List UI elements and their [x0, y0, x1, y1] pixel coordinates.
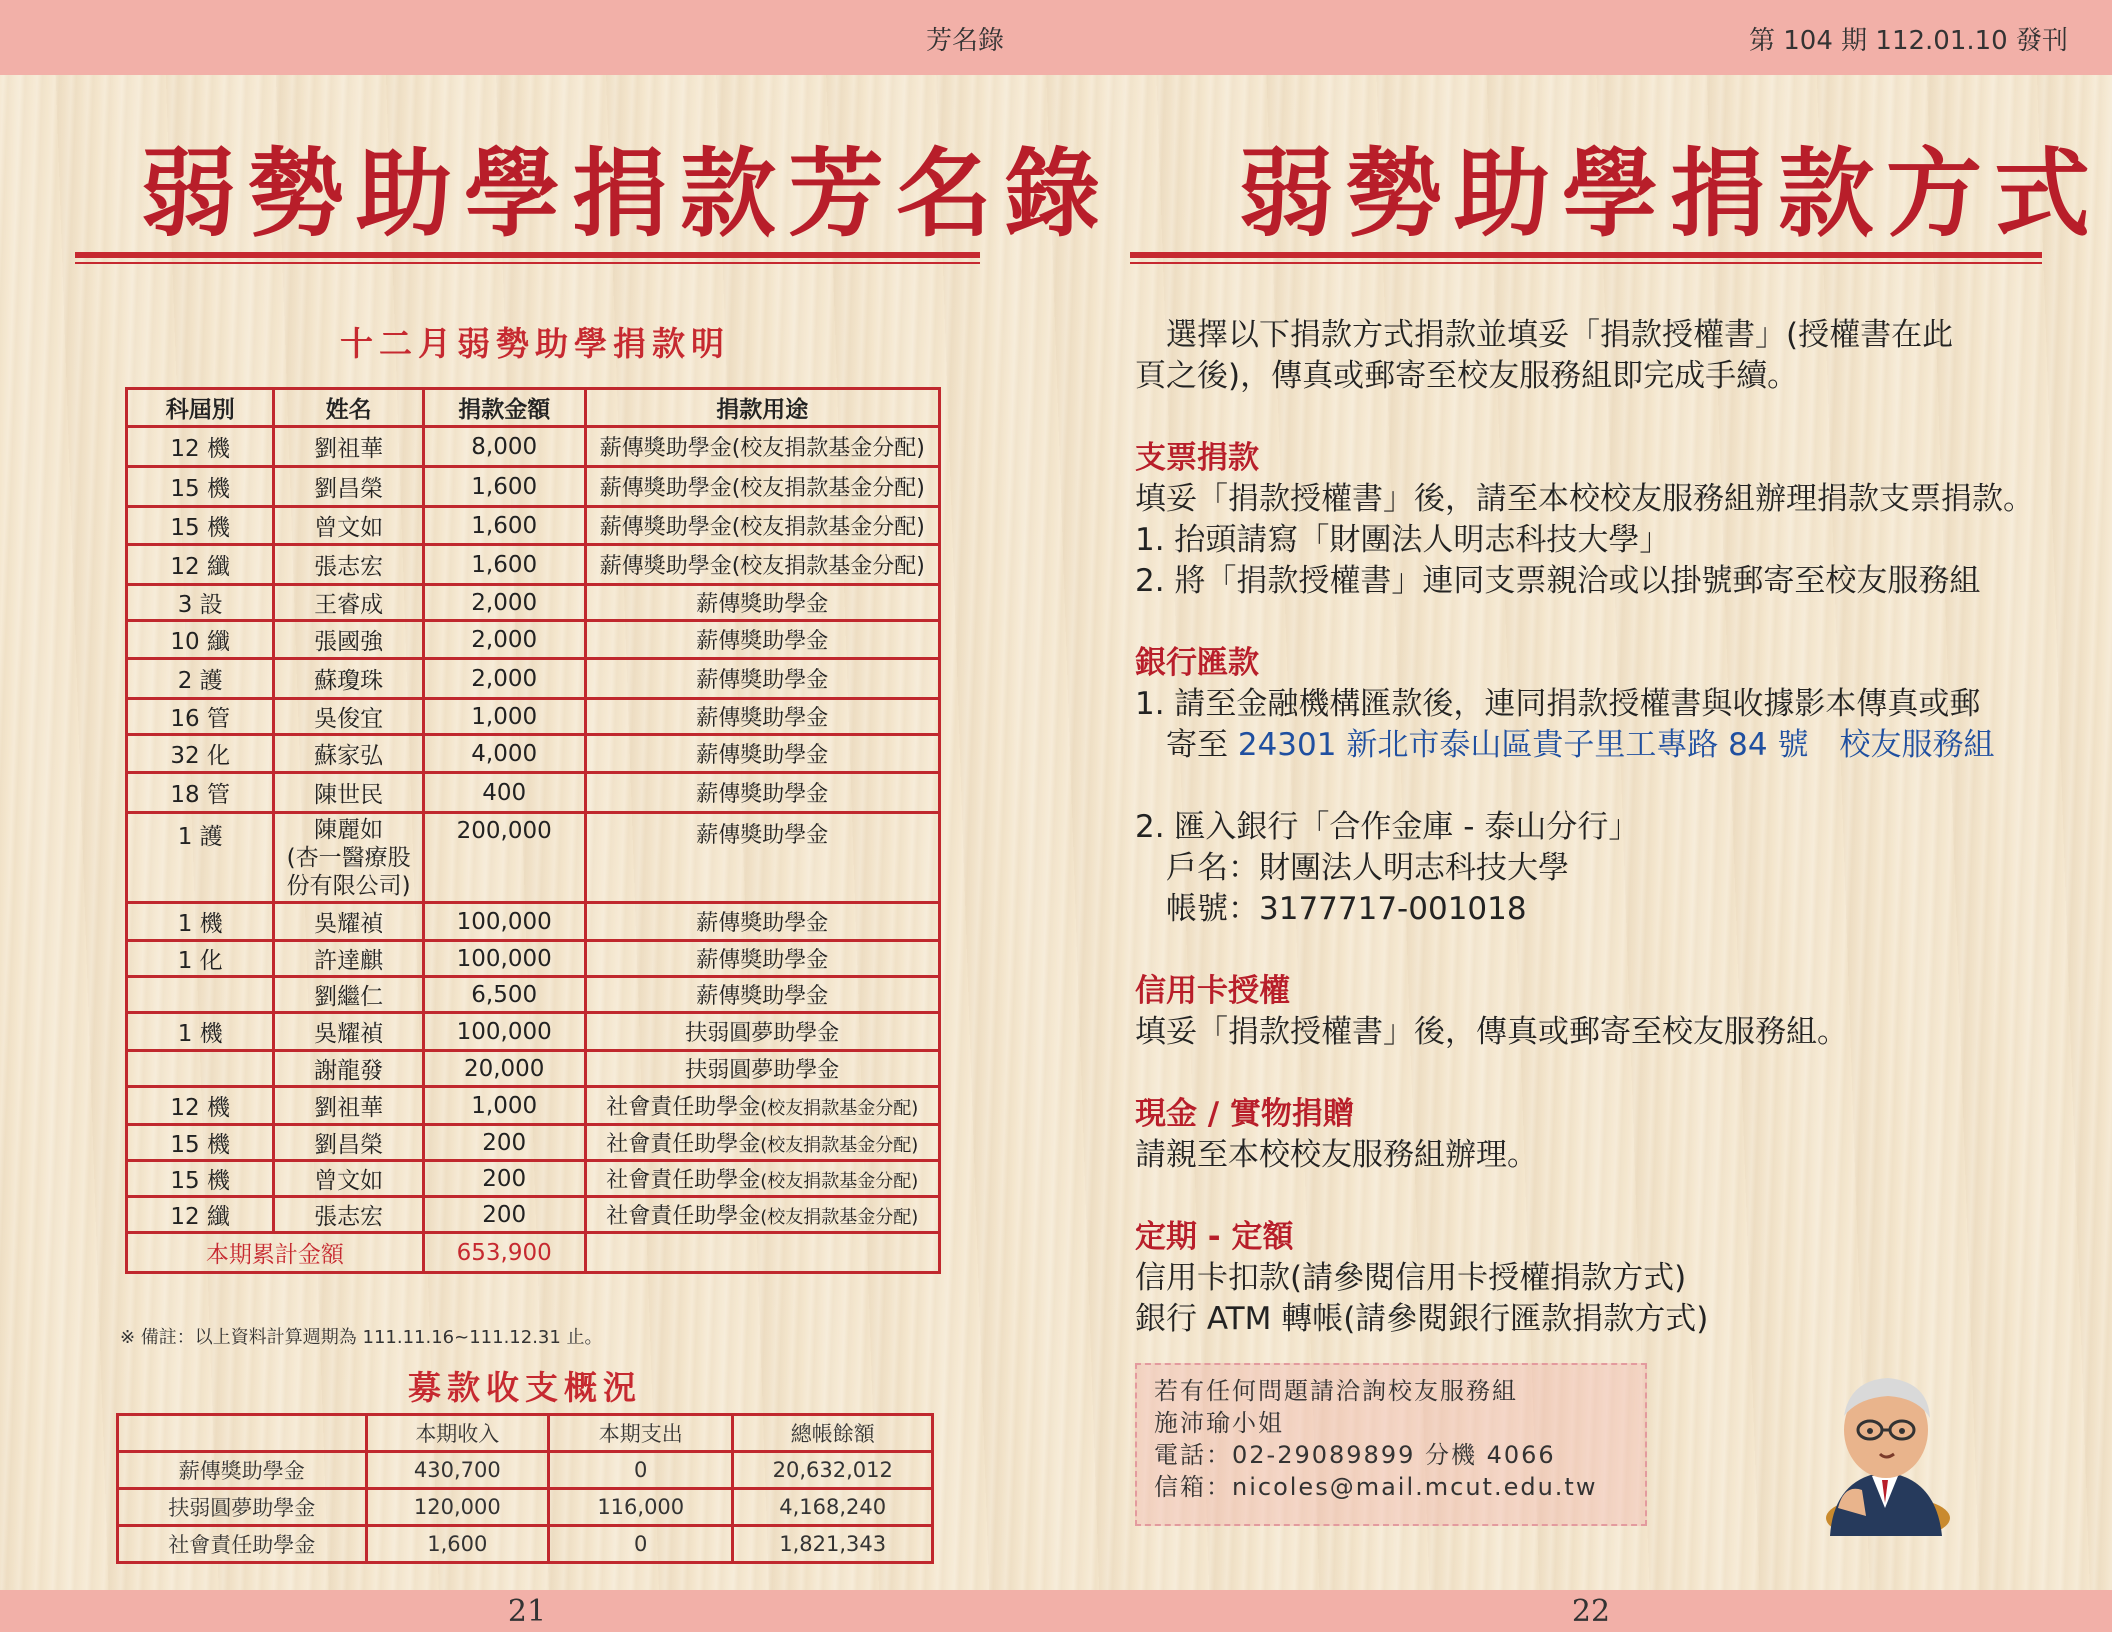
row-amount: 2,000 — [423, 659, 585, 699]
balance: 4,168,240 — [733, 1489, 933, 1526]
row-purpose: 扶弱圓夢助學金 — [585, 1013, 939, 1051]
finance-row — [118, 1526, 933, 1563]
donation-row — [127, 545, 940, 585]
donation-subtitle: 十二月弱勢助學捐款明 — [340, 324, 730, 363]
row-class — [127, 1051, 274, 1087]
row-amount: 2,000 — [423, 621, 585, 659]
fund-name: 扶弱圓夢助學金 — [118, 1489, 367, 1526]
row-name: 劉昌榮 — [274, 1125, 423, 1161]
row-purpose: 扶弱圓夢助學金 — [585, 1051, 939, 1087]
contact-person: 施沛瑜小姐 — [1154, 1409, 1284, 1437]
row-class: 12 纖 — [127, 545, 274, 585]
page-number-right: 22 — [1571, 1594, 1611, 1629]
donation-row — [127, 585, 940, 621]
row-class: 12 機 — [127, 427, 274, 467]
balance: 20,632,012 — [733, 1452, 933, 1489]
row-amount: 1,600 — [423, 545, 585, 585]
right-title-rule-thin — [1130, 262, 2042, 264]
left-title-rule — [75, 252, 980, 258]
contact-box — [1135, 1363, 1647, 1526]
periodic-line-1: 信用卡扣款(請參閱信用卡授權捐款方式) — [1135, 1260, 1687, 1296]
credit-line: 填妥「捐款授權書」後，傳真或郵寄至校友服務組。 — [1135, 1014, 1848, 1050]
row-class: 15 機 — [127, 1125, 274, 1161]
total-empty-cell — [585, 1233, 939, 1273]
row-name: 張志宏 — [274, 545, 423, 585]
contact-phone: 電話：02-29089899 分機 4066 — [1154, 1441, 1556, 1469]
row-name: 許達麒 — [274, 941, 423, 977]
finance-subtitle: 募款收支概況 — [408, 1368, 642, 1407]
founder-portrait-illustration — [1810, 1368, 1960, 1536]
donation-row — [127, 467, 940, 507]
left-page-title: 弱勢助學捐款芳名錄 — [140, 138, 1112, 250]
col-header-amount: 捐款金額 — [423, 389, 585, 427]
row-name: 吳耀禎 — [274, 903, 423, 941]
row-class: 15 機 — [127, 467, 274, 507]
check-line-3: 2. 將「捐款授權書」連同支票親洽或以掛號郵寄至校友服務組 — [1135, 563, 1981, 599]
total-value: 653,900 — [423, 1233, 585, 1273]
check-line-2: 1. 抬頭請寫「財團法人明志科技大學」 — [1135, 522, 1671, 558]
right-title-rule — [1130, 252, 2042, 258]
row-class: 15 機 — [127, 507, 274, 545]
finance-row — [118, 1489, 933, 1526]
row-class: 1 機 — [127, 903, 274, 941]
row-name: 張志宏 — [274, 1197, 423, 1233]
bank-line-2 — [1135, 725, 2055, 766]
donation-total-row — [127, 1233, 940, 1273]
row-amount: 100,000 — [423, 1013, 585, 1051]
header-section-title: 芳名錄 — [925, 26, 1004, 56]
row-purpose: 薪傳獎助學金(校友捐款基金分配) — [585, 507, 939, 545]
row-amount: 100,000 — [423, 903, 585, 941]
left-title-rule-thin — [75, 262, 980, 264]
row-class: 1 護 — [127, 813, 274, 903]
row-name: 陳世民 — [274, 773, 423, 813]
row-amount: 100,000 — [423, 941, 585, 977]
row-purpose: 薪傳獎助學金 — [585, 941, 939, 977]
expense: 0 — [549, 1526, 733, 1563]
row-class: 16 管 — [127, 699, 274, 735]
row-name: 謝龍發 — [274, 1051, 423, 1087]
row-amount: 1,600 — [423, 467, 585, 507]
row-purpose: 薪傳獎助學金 — [585, 735, 939, 773]
contact-line-1: 若有任何問題請洽詢校友服務組 — [1154, 1377, 1518, 1405]
donation-row — [127, 1013, 940, 1051]
row-class: 1 機 — [127, 1013, 274, 1051]
income: 430,700 — [366, 1452, 548, 1489]
bank-line-2-prefix: 寄至 — [1135, 727, 1238, 763]
row-name: 蘇瓊珠 — [274, 659, 423, 699]
row-purpose: 薪傳獎助學金 — [585, 699, 939, 735]
donation-row — [127, 427, 940, 467]
expense: 116,000 — [549, 1489, 733, 1526]
row-purpose: 社會責任助學金(校友捐款基金分配) — [585, 1125, 939, 1161]
row-name: 吳耀禎 — [274, 1013, 423, 1051]
check-heading: 支票捐款 — [1135, 440, 1259, 476]
col-header-purpose: 捐款用途 — [585, 389, 939, 427]
bank-line-3: 2. 匯入銀行「合作金庫 - 泰山分行」 — [1135, 809, 1640, 845]
finance-header-empty — [118, 1415, 367, 1452]
row-class: 18 管 — [127, 773, 274, 813]
row-class: 2 護 — [127, 659, 274, 699]
donation-row — [127, 977, 940, 1013]
balance: 1,821,343 — [733, 1526, 933, 1563]
finance-header-income: 本期收入 — [366, 1415, 548, 1452]
credit-heading: 信用卡授權 — [1135, 973, 1290, 1009]
finance-row — [118, 1452, 933, 1489]
row-purpose: 社會責任助學金(校友捐款基金分配) — [585, 1197, 939, 1233]
row-name: 王睿成 — [274, 585, 423, 621]
donation-row — [127, 621, 940, 659]
row-amount: 2,000 — [423, 585, 585, 621]
finance-header-expense: 本期支出 — [549, 1415, 733, 1452]
row-class: 3 設 — [127, 585, 274, 621]
row-amount: 1,000 — [423, 1087, 585, 1125]
row-amount: 4,000 — [423, 735, 585, 773]
fund-name: 薪傳獎助學金 — [118, 1452, 367, 1489]
income: 1,600 — [366, 1526, 548, 1563]
row-name: 劉繼仁 — [274, 977, 423, 1013]
donation-row — [127, 1125, 940, 1161]
bank-account-name: 戶名：財團法人明志科技大學 — [1135, 850, 1569, 886]
fund-name: 社會責任助學金 — [118, 1526, 367, 1563]
row-amount: 8,000 — [423, 427, 585, 467]
row-class — [127, 977, 274, 1013]
cash-heading: 現金 / 實物捐贈 — [1135, 1096, 1354, 1132]
bank-line-1: 1. 請至金融機構匯款後，連同捐款授權書與收據影本傳真或郵 — [1135, 686, 1981, 722]
row-amount: 200,000 — [423, 813, 585, 903]
row-name: 蘇家弘 — [274, 735, 423, 773]
total-label: 本期累計金額 — [127, 1233, 424, 1273]
row-purpose: 薪傳獎助學金(校友捐款基金分配) — [585, 467, 939, 507]
row-amount: 200 — [423, 1125, 585, 1161]
row-purpose: 薪傳獎助學金(校友捐款基金分配) — [585, 427, 939, 467]
expense: 0 — [549, 1452, 733, 1489]
mailing-address: 24301 新北市泰山區貴子里工專路 84 號 校友服務組 — [1237, 727, 1995, 763]
row-name: 劉祖華 — [274, 1087, 423, 1125]
row-purpose: 薪傳獎助學金 — [585, 813, 939, 903]
contact-email[interactable]: 信箱：nicoles@mail.mcut.edu.tw — [1154, 1473, 1598, 1501]
row-purpose: 薪傳獎助學金 — [585, 621, 939, 659]
right-page-title: 弱勢助學捐款方式 — [1238, 138, 2102, 250]
finance-table — [116, 1413, 934, 1564]
col-header-name: 姓名 — [274, 389, 423, 427]
intro-line-1: 選擇以下捐款方式捐款並填妥「捐款授權書」(授權書在此 — [1135, 317, 1954, 353]
donation-row — [127, 941, 940, 977]
row-name: 劉昌榮 — [274, 467, 423, 507]
row-class: 10 纖 — [127, 621, 274, 659]
row-name: 曾文如 — [274, 507, 423, 545]
row-purpose: 薪傳獎助學金 — [585, 585, 939, 621]
cash-line: 請親至本校校友服務組辦理。 — [1135, 1137, 1538, 1173]
row-name: 吳俊宜 — [274, 699, 423, 735]
donation-row — [127, 813, 940, 903]
intro-line-2: 頁之後)，傳真或郵寄至校友服務組即完成手續。 — [1135, 358, 1799, 394]
row-name: 張國強 — [274, 621, 423, 659]
finance-table-header — [118, 1415, 933, 1452]
data-period-note: ※ 備註：以上資料計算週期為 111.11.16~111.12.31 止。 — [120, 1327, 603, 1348]
row-amount: 6,500 — [423, 977, 585, 1013]
bank-account-number: 帳號：3177717-001018 — [1135, 891, 1527, 927]
row-class: 32 化 — [127, 735, 274, 773]
donation-row — [127, 1161, 940, 1197]
col-header-class: 科屆別 — [127, 389, 274, 427]
row-amount: 200 — [423, 1197, 585, 1233]
periodic-line-2: 銀行 ATM 轉帳(請參閱銀行匯款捐款方式) — [1135, 1301, 1709, 1337]
donation-row — [127, 735, 940, 773]
donation-row — [127, 903, 940, 941]
finance-header-balance: 總帳餘額 — [733, 1415, 933, 1452]
row-amount: 1,000 — [423, 699, 585, 735]
row-purpose: 社會責任助學金(校友捐款基金分配) — [585, 1161, 939, 1197]
donation-table — [125, 387, 941, 1274]
donation-row — [127, 507, 940, 545]
row-class: 12 纖 — [127, 1197, 274, 1233]
donation-row — [127, 1087, 940, 1125]
row-purpose: 薪傳獎助學金 — [585, 773, 939, 813]
row-amount: 200 — [423, 1161, 585, 1197]
income: 120,000 — [366, 1489, 548, 1526]
row-class: 12 機 — [127, 1087, 274, 1125]
donation-row — [127, 773, 940, 813]
header-issue-info: 第 104 期 112.01.10 發刊 — [1748, 26, 2068, 56]
row-class: 1 化 — [127, 941, 274, 977]
row-purpose: 薪傳獎助學金 — [585, 903, 939, 941]
row-amount: 1,600 — [423, 507, 585, 545]
row-purpose: 薪傳獎助學金(校友捐款基金分配) — [585, 545, 939, 585]
donation-table-header — [127, 389, 940, 427]
row-amount: 400 — [423, 773, 585, 813]
donation-row — [127, 1051, 940, 1087]
donation-row — [127, 1197, 940, 1233]
check-line-1: 填妥「捐款授權書」後，請至本校校友服務組辦理捐款支票捐款。 — [1135, 481, 2034, 517]
row-name: 劉祖華 — [274, 427, 423, 467]
row-purpose: 社會責任助學金(校友捐款基金分配) — [585, 1087, 939, 1125]
row-name: 曾文如 — [274, 1161, 423, 1197]
page-number-left: 21 — [507, 1594, 547, 1629]
periodic-heading: 定期 - 定額 — [1135, 1219, 1294, 1255]
row-amount: 20,000 — [423, 1051, 585, 1087]
row-purpose: 薪傳獎助學金 — [585, 659, 939, 699]
row-class: 15 機 — [127, 1161, 274, 1197]
footer-bar — [0, 1590, 2112, 1632]
row-purpose: 薪傳獎助學金 — [585, 977, 939, 1013]
donation-row — [127, 659, 940, 699]
bank-heading: 銀行匯款 — [1135, 645, 1259, 681]
donation-methods-text — [1135, 315, 2055, 1340]
donation-row — [127, 699, 940, 735]
row-name: 陳麗如 (杏一醫療股 份有限公司) — [274, 813, 423, 903]
